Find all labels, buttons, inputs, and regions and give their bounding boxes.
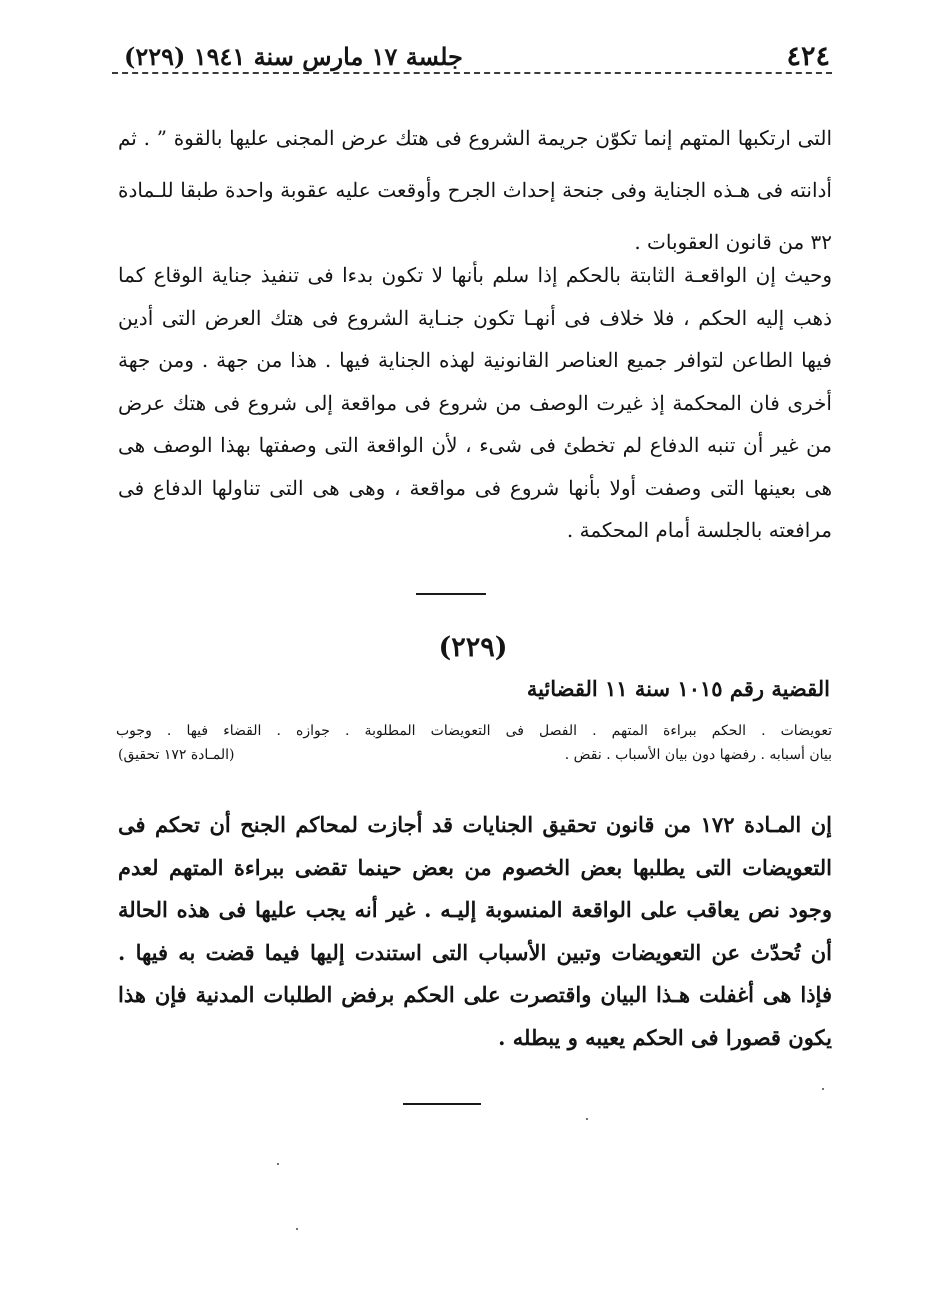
- summary-keywords: تعويضات . الحكم ببراءة المتهم . الفصل فى التعويضات المطلوبة . جوازه . القضاء فيها . وجوب: [116, 723, 832, 739]
- scan-speck: [822, 1088, 824, 1090]
- summary-second-line: [116, 743, 832, 767]
- scan-speck: [586, 1118, 588, 1120]
- case-summary: [116, 719, 832, 767]
- scan-speck: [277, 1163, 279, 1165]
- summary-keywords-continued: بيان أسبابه . رفضها دون بيان الأسباب . نقض .: [564, 747, 832, 763]
- running-head: جلسة ١٧ مارس سنة ١٩٤١ (٢٢٩): [124, 41, 463, 71]
- header-rule: [112, 72, 832, 74]
- section-separator: [416, 593, 486, 595]
- paragraph-holding: إن المـادة ١٧٢ من قانون تحقيق الجنايات قد أجازت لمحاكم الجنح أن تحكم فى التعويضات التى يطلبها بعض الخصوم من بعض حينما تقضى ببراءة المتهم لعدم وجود نص يعاقب على الواقعة المنسوبة إليـه . غير أنه يجب عليها فى هذه الحالة أن تُحدّث عن التعويضات وتبين الأسباب التى استندت إليها فيما قضت به فيها . فإذا هى أغفلت هـذا البيان واقتصرت على الحكم برفض الطلبات المدنية فإن هذا يكون قصورا فى الحكم يعيبه و يبطله .: [118, 812, 832, 1050]
- case-number: (٢٢٩): [438, 632, 508, 663]
- article-reference: (المـادة ١٧٢ تحقيق): [118, 747, 235, 763]
- scan-speck: [296, 1228, 298, 1230]
- paragraph-continuation: التى ارتكبها المتهم إنما تكوّن جريمة الشروع فى هتك عرض المجنى عليها بالقوة ” . ثم أدانته فى هـذه الجناية وفى جنحة إحداث الجرح وأوقعت عليه عقوبة واحدة طبقا للـمادة ٣٢ من قانون العقوبات .: [118, 126, 832, 254]
- end-separator: [403, 1103, 481, 1105]
- page-header: [118, 36, 830, 76]
- case-title: القضية رقم ١٠١٥ سنة ١١ القضائية: [526, 676, 830, 701]
- paragraph-reasoning: وحيث إن الواقعـة الثابتة بالحكم إذا سلم بأنها لا تكون بدءا فى تنفيذ جناية الوقاع كما ذهب إليه الحكم ، فلا خلاف فى أنهـا تكون جنـاية الشروع فى هتك العرض التى أدين فيها الطاعن لتوافر جميع العناصر القانونية لهذه الجناية فيها . هذا من جهة . ومن جهة أخرى فان المحكمة إذ غيرت الوصف من شروع فى مواقعة إلى شروع فى هتك عرض من غير أن تنبه الدفاع لم تخطئ فى شىء ، لأن الواقعة التى وصفتها بهذا الوصف هى هى بعينها التى وصفت أولا بأنها شروع فى مواقعة ، وهى هى التى تناولها الدفاع فى مرافعته بالجلسة أمام المحكمة .: [118, 263, 832, 542]
- page-number: ٤٢٤: [786, 40, 830, 72]
